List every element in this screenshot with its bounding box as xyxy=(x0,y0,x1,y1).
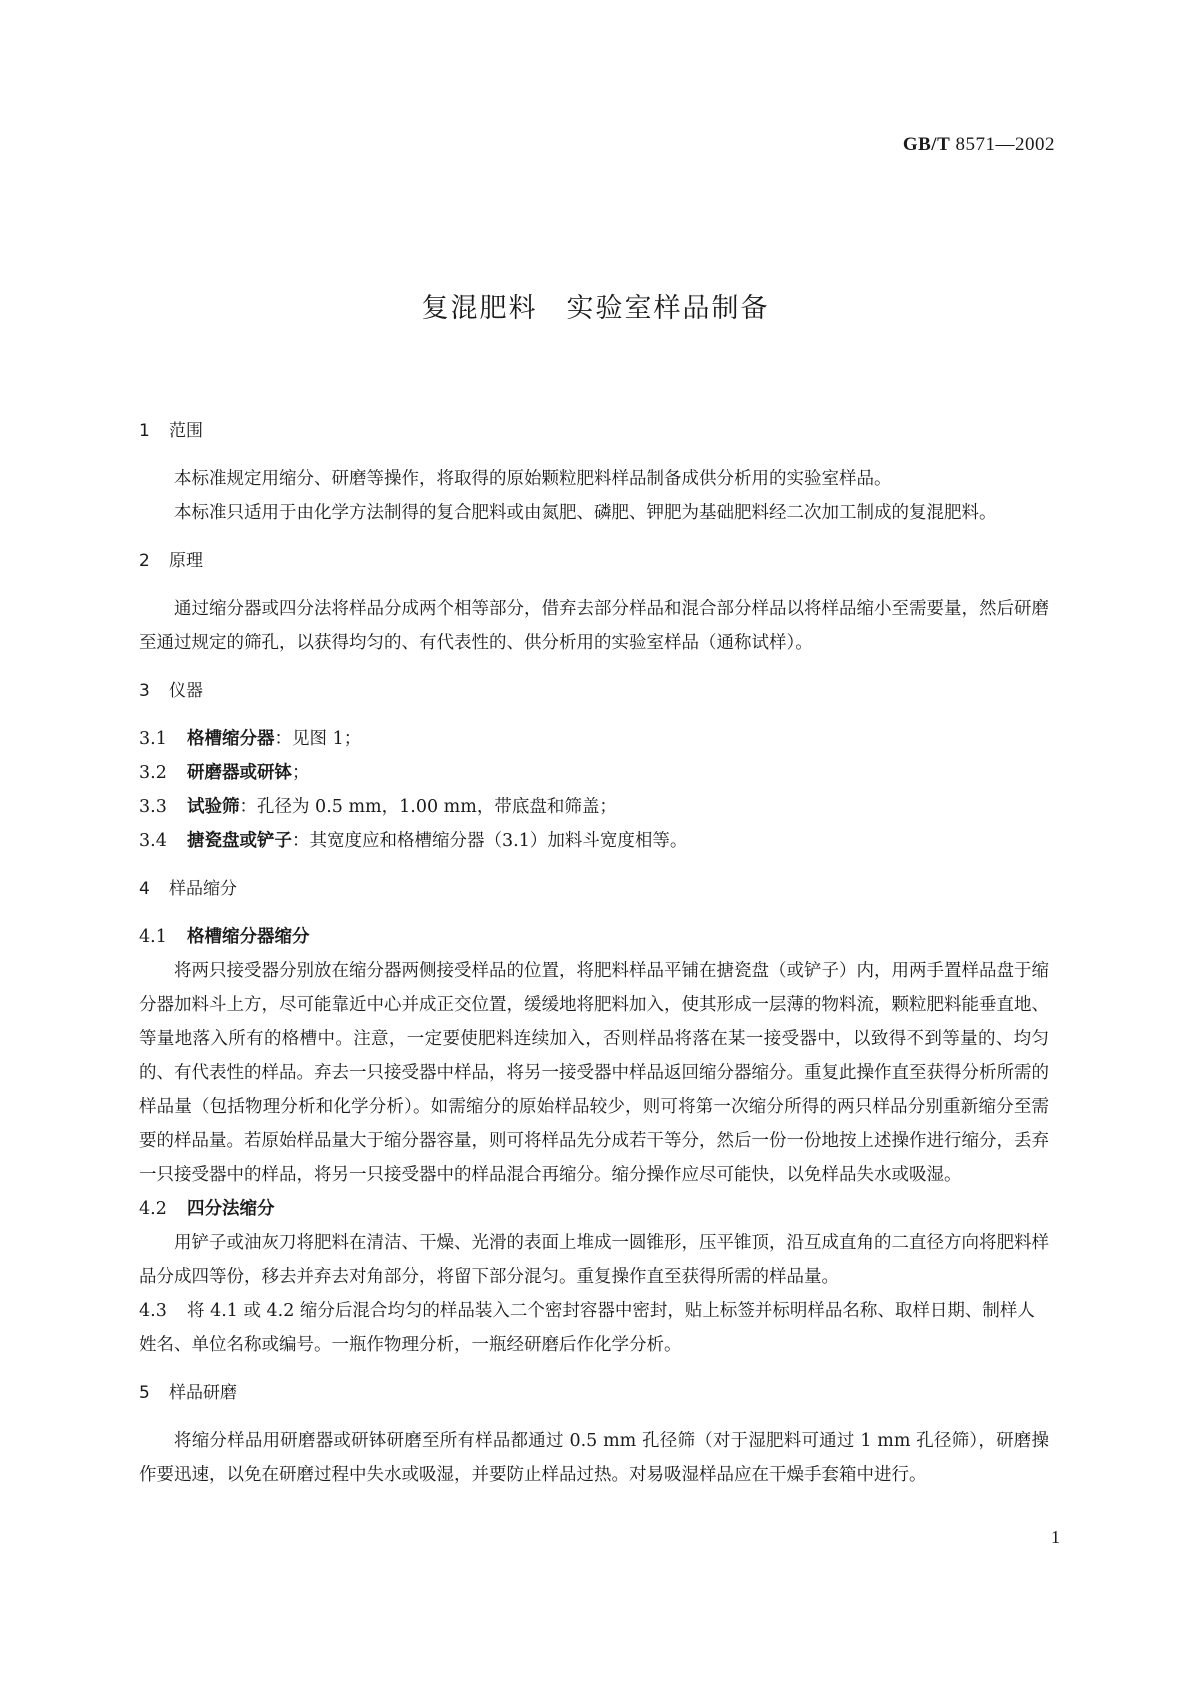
item-number: 3.4 xyxy=(139,831,167,851)
subsection-number: 4.2 xyxy=(139,1199,167,1219)
section-title: 仪器 xyxy=(169,681,203,701)
section-title: 样品研磨 xyxy=(169,1383,237,1403)
section-number: 2 xyxy=(139,551,150,571)
list-item xyxy=(139,824,1049,858)
standard-code xyxy=(903,134,1055,156)
section-number: 1 xyxy=(139,421,150,441)
subsection-number: 4.3 xyxy=(139,1301,167,1321)
paragraph: 本标准规定用缩分、研磨等操作，将取得的原始颗粒肥料样品制备成供分析用的实验室样品。 xyxy=(174,469,892,489)
section-5-heading xyxy=(139,1376,1049,1410)
item-text: ：其宽度应和格槽缩分器（3.1）加料斗宽度相等。 xyxy=(292,831,688,851)
list-item xyxy=(139,756,1049,790)
subsection-title: 四分法缩分 xyxy=(187,1199,275,1219)
section-4-heading xyxy=(139,872,1049,906)
section-number: 5 xyxy=(139,1383,150,1403)
section-title: 范围 xyxy=(169,421,203,441)
page-number: 1 xyxy=(1051,1527,1060,1547)
item-number: 3.2 xyxy=(139,763,167,783)
standard-number: 8571—2002 xyxy=(955,134,1055,155)
section-title: 原理 xyxy=(169,551,203,571)
paragraph: 通过缩分器或四分法将样品分成两个相等部分，借弃去部分样品和混合部分样品以将样品缩小至需要量，然后研磨至通过规定的筛孔，以获得均匀的、有代表性的、供分析用的实验室样品（通称试样）。 xyxy=(139,599,1049,653)
paragraph: 将缩分样品用研磨器或研钵研磨至所有样品都通过 0.5 mm 孔径筛（对于湿肥料可通过 1 mm 孔径筛），研磨操作要迅速，以免在研磨过程中失水或吸湿，并要防止样品过热。对易吸湿样品应在干燥手套箱中进行。 xyxy=(139,1431,1049,1485)
subsection-4-2-heading xyxy=(139,1192,1049,1226)
item-term: 格槽缩分器 xyxy=(187,729,275,749)
paragraph: 将两只接受器分别放在缩分器两侧接受样品的位置，将肥料样品平铺在搪瓷盘（或铲子）内，用两手置样品盘于缩分器加料斗上方，尽可能靠近中心并成正交位置，缓缓地将肥料加入，使其形成一层薄的物料流，颗粒肥料能垂直地、等量地落入所有的格槽中。注意，一定要使肥料连续加入，否则样品将落在某一接受器中，以致得不到等量的、均匀的、有代表性的样品。弃去一只接受器中样品，将另一接受器中样品返回缩分器缩分。重复此操作直至获得分析所需的样品量（包括物理分析和化学分析）。如需缩分的原始样品较少，则可将第一次缩分所得的两只样品分别重新缩分至需要的样品量。若原始样品量大于缩分器容量，则可将样品先分成若干等分，然后一份一份地按上述操作进行缩分，丢弃一只接受器中的样品，将另一只接受器中的样品混合再缩分。缩分操作应尽可能快，以免样品失水或吸湿。 xyxy=(139,961,1049,1185)
subsection-4-1-heading xyxy=(139,920,1049,954)
standard-prefix: GB/T xyxy=(902,134,951,155)
subsection-title: 格槽缩分器缩分 xyxy=(187,927,310,947)
document-body xyxy=(139,414,1049,1492)
section-2-heading xyxy=(139,544,1049,578)
subsection-number: 4.1 xyxy=(139,927,167,947)
item-text: ：见图 1； xyxy=(274,729,362,749)
list-item xyxy=(139,722,1049,756)
item-text: ； xyxy=(292,763,310,783)
paragraph: 本标准只适用于由化学方法制得的复合肥料或由氮肥、磷肥、钾肥为基础肥料经二次加工制成的复混肥料。 xyxy=(174,503,997,523)
subsection-4-3 xyxy=(139,1294,1049,1362)
paragraph: 用铲子或油灰刀将肥料在清洁、干燥、光滑的表面上堆成一圆锥形，压平锥顶，沿互成直角的二直径方向将肥料样品分成四等份，移去并弃去对角部分，将留下部分混匀。重复操作直至获得所需的样品量。 xyxy=(139,1233,1049,1287)
section-number: 4 xyxy=(139,879,150,899)
section-number: 3 xyxy=(139,681,150,701)
item-term: 试验筛 xyxy=(187,797,240,817)
item-number: 3.3 xyxy=(139,797,167,817)
item-number: 3.1 xyxy=(139,729,167,749)
section-1-heading xyxy=(139,414,1049,448)
document-title: 复混肥料 实验室样品制备 xyxy=(421,293,770,324)
list-item xyxy=(139,790,1049,824)
section-3-heading xyxy=(139,674,1049,708)
paragraph: 将 4.1 或 4.2 缩分后混合均匀的样品装入二个密封容器中密封，贴上标签并标明样品名称、取样日期、制样人姓名、单位名称或编号。一瓶作物理分析，一瓶经研磨后作化学分析。 xyxy=(139,1301,1035,1355)
item-text: ：孔径为 0.5 mm，1.00 mm，带底盘和筛盖； xyxy=(239,797,617,817)
item-term: 研磨器或研钵 xyxy=(187,763,292,783)
item-term: 搪瓷盘或铲子 xyxy=(187,831,292,851)
section-title: 样品缩分 xyxy=(169,879,237,899)
